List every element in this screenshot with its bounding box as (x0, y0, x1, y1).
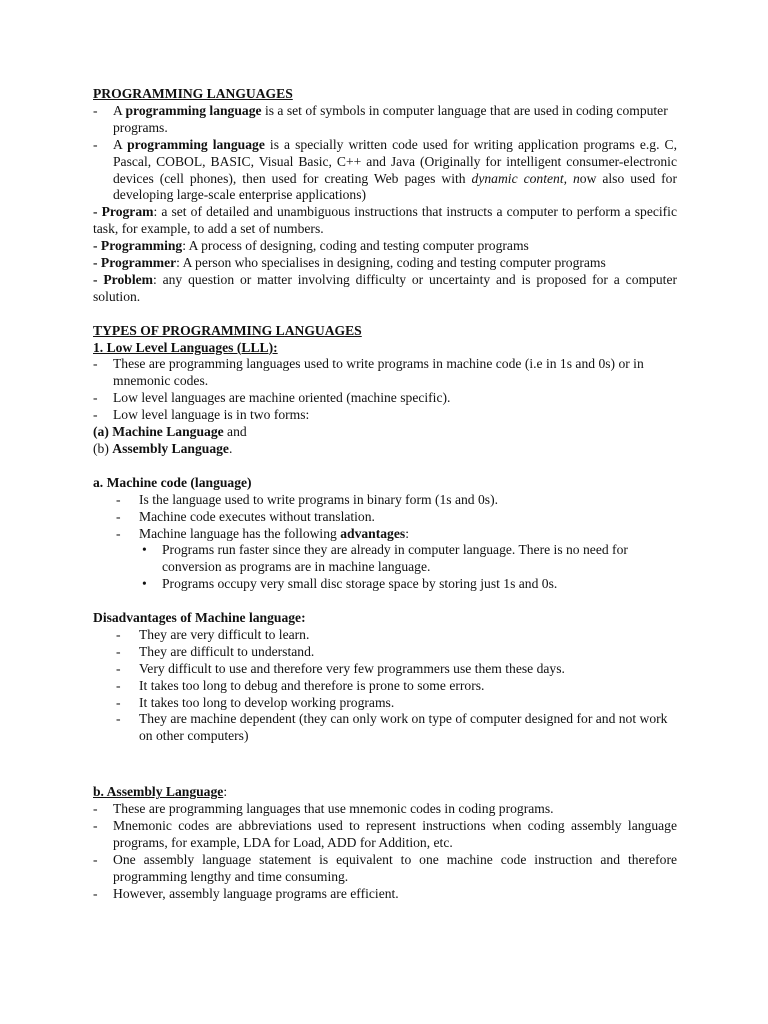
intro-definition-2: - A programming language is a specially written code used for writing application programs e.g. C, Pascal, COBOL, BASIC, Visual Basic, C++ and Java (Originally for intelligent consumer-electronic devices (cell phones), then used for creating Web pages with dynamic content, now also used for developing large-scale enterprise applications) (93, 136, 677, 203)
list-item: - They are machine dependent (they can only work on type of computer designed for and not work on other computers) (116, 711, 668, 744)
list-item: - These are programming languages that use mnemonic codes in coding programs. (93, 801, 554, 817)
form-b-assembly-language: (b) Assembly Language. (93, 441, 233, 457)
term-programming-language: programming language (125, 102, 262, 118)
bullet-item: • Programs run faster since they are already in computer language. There is no need for conversion as programs are in machine language. (142, 542, 628, 575)
section-heading-types: TYPES OF PROGRAMMING LANGUAGES (93, 322, 362, 338)
list-item: - It takes too long to develop working programs. (116, 694, 395, 710)
italic-dynamic-content: dynamic content, n (471, 170, 580, 186)
list-item: - However, assembly language programs are efficient. (93, 885, 399, 901)
subsection-heading-assembly: b. Assembly Language: (93, 784, 228, 800)
subsection-heading-lll: 1. Low Level Languages (LLL): (93, 339, 278, 355)
list-item: - Low level languages are machine oriented (machine specific). (93, 390, 451, 406)
list-item: - These are programming languages used to write programs in machine code (i.e in 1s and 0s) or in mnemonic codes. (93, 356, 644, 389)
term-definition-program: - Program: a set of detailed and unambiguous instructions that instructs a computer to perform a specific task, for example, to add a set of numbers. (93, 204, 677, 237)
list-item: - One assembly language statement is equivalent to one machine code instruction and therefore programming lengthy and time consuming. (93, 851, 677, 884)
list-item: - It takes too long to debug and therefore is prone to some errors. (116, 677, 485, 693)
subsection-heading-machine-code: a. Machine code (language) (93, 474, 252, 490)
dash-marker: - (93, 136, 98, 152)
term-programming-language: programming language (127, 136, 265, 152)
term-definition-programming: - Programming: A process of designing, coding and testing computer programs (93, 238, 529, 254)
list-item: - Mnemonic codes are abbreviations used to represent instructions when coding assembly language programs, for example, LDA for Load, ADD for Addition, etc. (93, 818, 677, 850)
bullet-icon: • (142, 576, 147, 592)
list-item: - Machine code executes without translation. (116, 508, 375, 524)
bullet-item: • Programs occupy very small disc storage space by storing just 1s and 0s. (142, 576, 558, 592)
subsection-heading-disadvantages: Disadvantages of Machine language: (93, 610, 306, 626)
list-item: - Machine language has the following advantages: (116, 525, 409, 541)
list-item: - Low level language is in two forms: (93, 407, 310, 423)
term-definition-programmer: - Programmer: A person who specialises in designing, coding and testing computer programs (93, 255, 606, 271)
document-page (93, 86, 677, 903)
dash-marker: - (93, 102, 98, 118)
list-item: - They are difficult to understand. (116, 643, 315, 659)
term-definition-problem: - Problem: any question or matter involving difficulty or uncertainty and is proposed for a computer solution. (93, 271, 677, 304)
list-item: - Is the language used to write programs in binary form (1s and 0s). (116, 491, 499, 507)
page-title: PROGRAMMING LANGUAGES (93, 86, 293, 101)
list-item: - Very difficult to use and therefore very few programmers use them these days. (116, 660, 565, 676)
bullet-icon: • (142, 542, 147, 558)
form-a-machine-language: (a) Machine Language and (93, 424, 247, 440)
list-item: - They are very difficult to learn. (116, 626, 310, 642)
intro-definition-1: - A programming language is a set of symbols in computer language that are used in coding computer programs. (93, 102, 668, 135)
